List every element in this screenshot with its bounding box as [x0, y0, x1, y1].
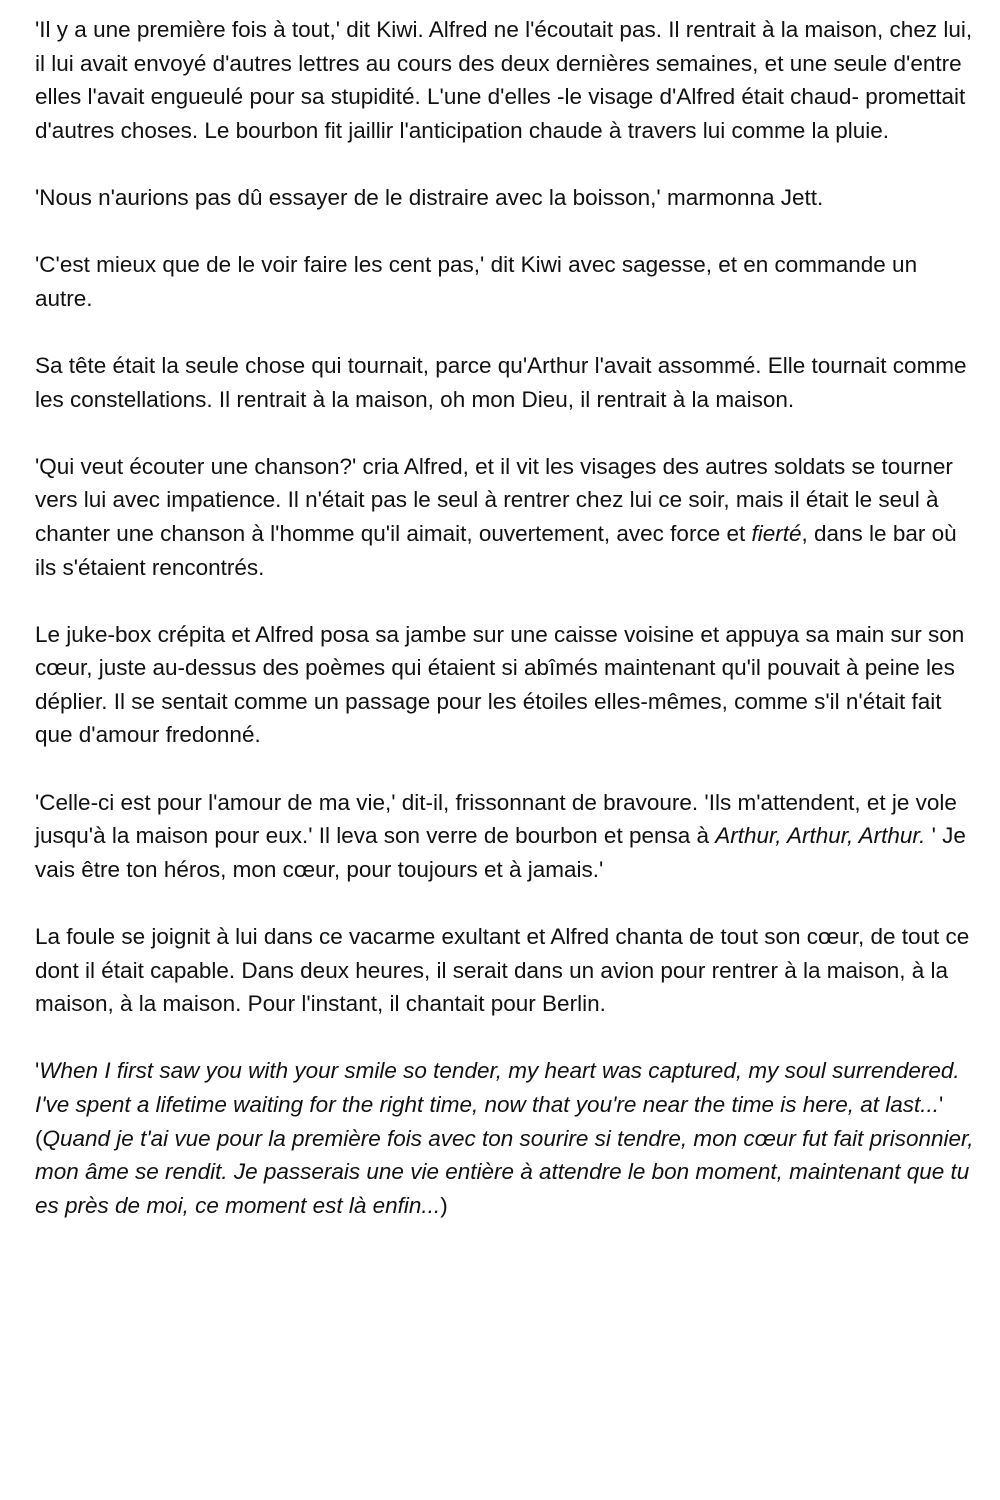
paragraph-text: , dans le bar où ils s'étaient rencontrés. [35, 520, 957, 580]
paragraph-text: ' ( [35, 1092, 944, 1151]
paragraph-8 [35, 920, 980, 1021]
song-lyrics-english: When I first saw you with your smile so tender, my heart was captured, my soul surrendered. I've spent a lifetime waiting for the right time, now that you're near the time is here, at last... [35, 1058, 960, 1117]
paragraph-text: ' Je vais être ton héros, mon cœur, pour toujours et à jamais.' [35, 823, 966, 882]
paragraph-3 [35, 248, 980, 315]
paragraph-text: 'Celle-ci est pour l'amour de ma vie,' dit-il, frissonnant de bravoure. 'Ils m'attendent, et je vole jusqu'à la maison pour eux.' Il leva son verre de bourbon et pensa à [35, 789, 957, 849]
paragraph-5 [35, 450, 980, 584]
emphasis-text: Arthur, Arthur, Arthur. [715, 823, 926, 849]
paragraph-text: ) [440, 1192, 448, 1218]
paragraph-1 [35, 13, 980, 147]
paragraph-6 [35, 618, 980, 752]
paragraph-text: ' [35, 1058, 40, 1084]
paragraph-text: Le juke-box crépita et Alfred posa sa jambe sur une caisse voisine et appuya sa main sur son cœur, juste au-dessus des poèmes qui étaient si abîmés maintenant qu'il pouvait à peine les déplier. Il se sentait comme un passage pour les étoiles elles-mêmes, comme s'il n'était fait que d'amour fredonné. [35, 621, 965, 748]
song-lyrics-french: Quand je t'ai vue pour la première fois avec ton sourire si tendre, mon cœur fut fait prisonnier, mon âme se rendit. Je passerais une vie entière à attendre le bon moment, maintenant que tu es près de moi, ce moment est là enfin... [35, 1125, 974, 1218]
paragraph-text: 'Il y a une première fois à tout,' dit Kiwi. Alfred ne l'écoutait pas. Il rentrait à la maison, chez lui, il lui avait envoyé d'autres lettres au cours des deux dernières semaines, et une seule d'entre elles l'avait engueulé pour sa stupidité. L'une d'elles -le visage d'Alfred était chaud- promettait d'autres choses. Le bourbon fit jaillir l'anticipation chaude à travers lui comme la pluie. [35, 17, 973, 143]
paragraph-text: La foule se joignit à lui dans ce vacarme exultant et Alfred chanta de tout son cœur, de tout ce dont il était capable. Dans deux heures, il serait dans un avion pour rentrer à la maison, à la maison, à la maison. Pour l'instant, il chantait pour Berlin. [35, 924, 970, 1017]
paragraph-text: 'C'est mieux que de le voir faire les cent pas,' dit Kiwi avec sagesse, et en commande un autre. [35, 252, 918, 311]
paragraph-2 [35, 181, 980, 215]
paragraph-text: 'Nous n'aurions pas dû essayer de le distraire avec la boisson,' marmonna Jett. [35, 184, 824, 210]
paragraph-text: 'Qui veut écouter une chanson?' cria Alfred, et il vit les visages des autres soldats se tourner vers lui avec impatience. Il n'était pas le seul à rentrer chez lui ce soir, mais il était le seul à chanter une chanson à l'homme qu'il aimait, ouvertement, avec force et [35, 453, 953, 546]
paragraph-4 [35, 349, 980, 416]
paragraph-9-song-lyrics [35, 1054, 980, 1222]
paragraph-7 [35, 786, 980, 887]
document-page [35, 13, 980, 1222]
emphasis-text: fierté [751, 520, 802, 546]
paragraph-text: Sa tête était la seule chose qui tournait, parce qu'Arthur l'avait assommé. Elle tournait comme les constellations. Il rentrait à la maison, oh mon Dieu, il rentrait à la maison. [35, 352, 967, 412]
